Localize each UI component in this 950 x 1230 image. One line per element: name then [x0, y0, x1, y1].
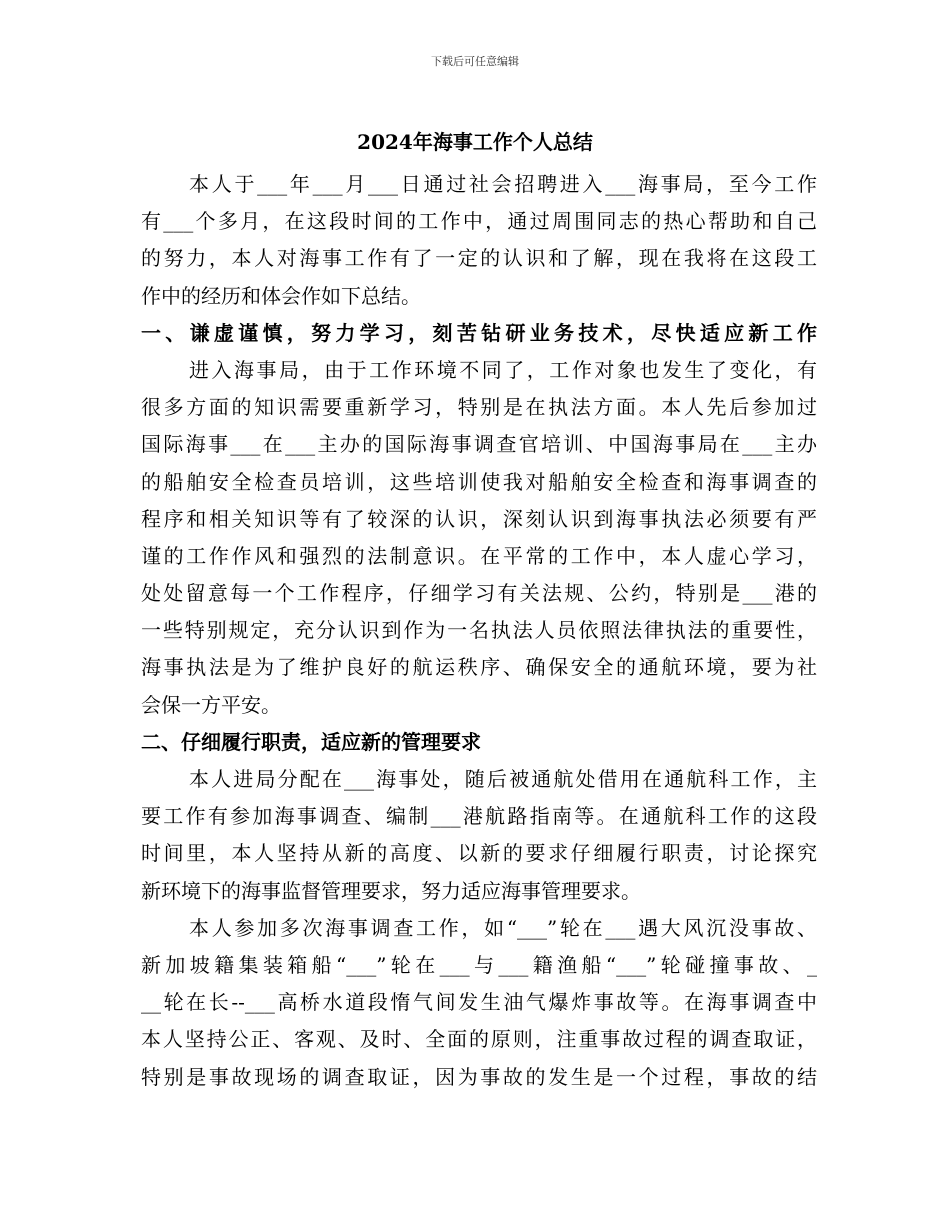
- paragraph-line: 的努力，本人对海事工作有了一定的认识和了解，现在我将在这段工: [141, 246, 817, 271]
- paragraph-line: 一些特别规定，充分认识到作为一名执法人员依照法律执法的重要性，: [141, 618, 817, 643]
- paragraph-line: 要工作有参加海事调查、编制___港航路指南等。在通航科工作的这段: [141, 804, 817, 829]
- paragraph-line: 本人坚持公正、客观、及时、全面的原则，注重事故过程的调查取证，: [141, 1027, 817, 1052]
- section-heading: 二、仔细履行职责，适应新的管理要求: [141, 729, 481, 754]
- paragraph-line: 程序和相关知识等有了较深的认识，深刻认识到海事执法必须要有严: [141, 506, 817, 531]
- paragraph-line: 会保一方平安。: [141, 692, 281, 717]
- section-heading: 一、谦虚谨慎，努力学习，刻苦钻研业务技术，尽快适应新工作: [141, 320, 817, 345]
- paragraph-line: 国际海事___在___主办的国际海事调查官培训、中国海事局在___主办: [141, 432, 817, 457]
- paragraph-line: 本人进局分配在___海事处，随后被通航处借用在通航科工作，主: [189, 767, 817, 791]
- paragraph-line: 很多方面的知识需要重新学习，特别是在执法方面。本人先后参加过: [141, 395, 817, 420]
- paragraph-line: 的船舶安全检查员培训，这些培训使我对船舶安全检查和海事调查的: [141, 469, 817, 494]
- document-body: [141, 166, 817, 1096]
- paragraph-line: 新加坡籍集装箱船“___”轮在___与___籍渔船“___”轮碰撞事故、_: [141, 952, 817, 977]
- paragraph-line: 特别是事故现场的调查取证，因为事故的发生是一个过程，事故的结: [141, 1064, 817, 1089]
- paragraph-line: 新环境下的海事监督管理要求，努力适应海事管理要求。: [141, 878, 641, 903]
- paragraph-line: 谨的工作作风和强烈的法制意识。在平常的工作中，本人虚心学习，: [141, 543, 817, 568]
- paragraph-line: 本人参加多次海事调查工作，如“___”轮在___遇大风沉没事故、: [189, 915, 817, 940]
- paragraph-line: 海事执法是为了维护良好的航运秩序、确保安全的通航环境，要为社: [141, 655, 817, 680]
- paragraph-line: 本人于___年___月___日通过社会招聘进入___海事局，至今工作: [189, 172, 817, 196]
- paragraph-line: __轮在长--___高桥水道段惰气间发生油气爆炸事故等。在海事调查中: [141, 990, 817, 1015]
- document-title: 2024年海事工作个人总结: [357, 130, 593, 154]
- paragraph-line: 进入海事局，由于工作环境不同了，工作对象也发生了变化，有: [189, 357, 817, 382]
- download-note: 下载后可任意编辑: [431, 55, 519, 68]
- paragraph-line: 有___个多月，在这段时间的工作中，通过周围同志的热心帮助和自己: [141, 209, 817, 234]
- paragraph-line: 作中的经历和体会作如下总结。: [141, 283, 421, 308]
- paragraph-line: 时间里，本人坚持从新的高度、以新的要求仔细履行职责，讨论探究: [141, 841, 817, 866]
- paragraph-line: 处处留意每一个工作程序，仔细学习有关法规、公约，特别是___港的: [141, 581, 817, 606]
